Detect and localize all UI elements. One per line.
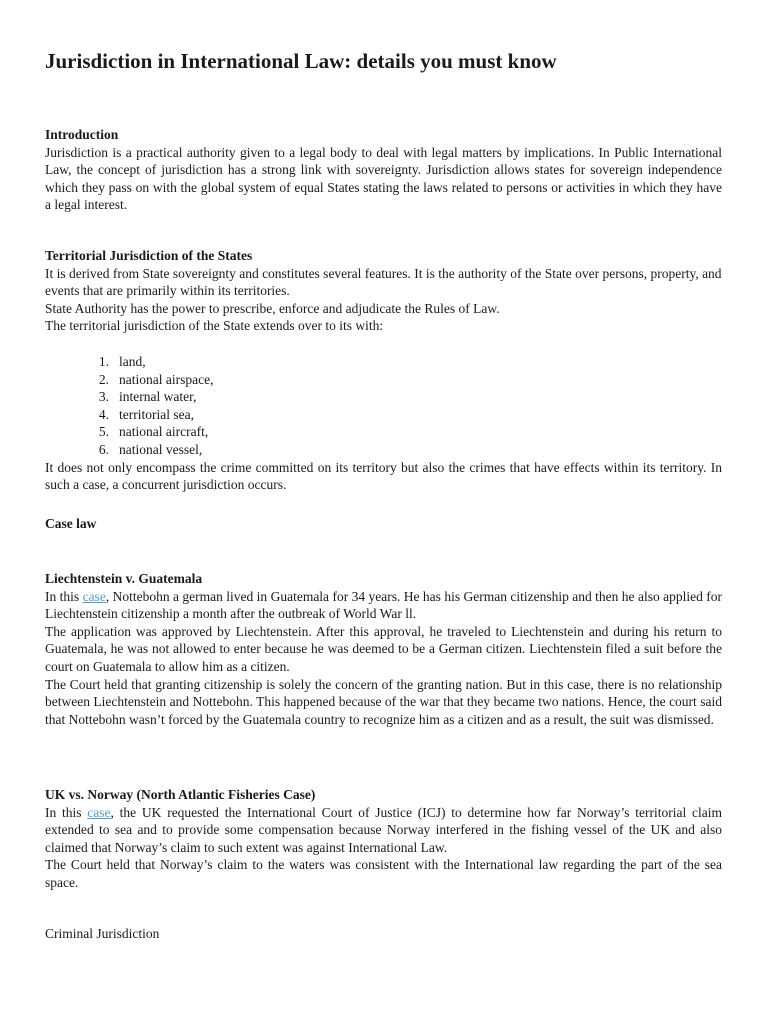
- liechtenstein-heading: Liechtenstein v. Guatemala: [45, 571, 203, 586]
- list-number: 6.: [98, 441, 109, 457]
- territorial-paragraph-4: It does not only encompass the crime committed on its territory but also the crimes that have effects within its territory. In such a case, a concurrent jurisdiction occurs.: [45, 459, 722, 493]
- text-span: , the UK requested the International Court of Justice (ICJ) to determine how far Norway’s territorial claim extended to sea and to provide some compensation because Norway interfered in the fishing vessel of the UK and also claimed that Norway’s claim to such extent was against International Law.: [45, 804, 722, 855]
- list-number: 1.: [98, 353, 109, 369]
- territorial-paragraph-1: It is derived from State sovereignty and constitutes several features. It is the authority of the State over persons, property, and events that are primarily within its territories.: [45, 265, 722, 299]
- list-item-text: land,: [119, 353, 146, 369]
- introduction-section: [45, 126, 722, 214]
- case-law-section: [45, 515, 722, 533]
- criminal-heading: Criminal Jurisdiction: [45, 926, 160, 941]
- page-title: Jurisdiction in International Law: details you must know: [45, 49, 557, 73]
- list-number: 4.: [98, 406, 109, 422]
- list-item-text: territorial sea,: [119, 406, 194, 422]
- list-item-text: national airspace,: [119, 371, 214, 387]
- list-number: 5.: [98, 424, 109, 440]
- territorial-paragraph-3: The territorial jurisdiction of the State extends over to its with:: [45, 318, 384, 334]
- territorial-paragraph-2: State Authority has the power to prescribe, enforce and adjudicate the Rules of Law.: [45, 300, 500, 316]
- liechtenstein-paragraph-3: The Court held that granting citizenship is solely the concern of the granting nation. But in this case, there is no relationship between Liechtenstein and Nottebohn. This happened because of the war that they became two nations. Hence, the court said that Nottebohn wasn’t forced by the Guatemala country to recognize him as a citizen and as a result, the suit was dismissed.: [45, 676, 722, 727]
- list-item-text: national vessel,: [119, 441, 203, 457]
- list-item: [45, 423, 722, 441]
- case-law-heading: Case law: [45, 516, 97, 531]
- introduction-heading: Introduction: [45, 127, 119, 142]
- territory-list: [45, 353, 722, 459]
- list-number: 2.: [98, 371, 109, 387]
- introduction-paragraph: Jurisdiction is a practical authority given to a legal body to deal with legal matters by implications. In Public International Law, the concept of jurisdiction has a strong link with sovereignty. Jurisdiction allows states for sovereign independence which they pass on with the global system of equal States stating the laws related to persons or activities in which they have a legal interest.: [45, 144, 722, 213]
- list-item-text: internal water,: [119, 389, 197, 405]
- case-link[interactable]: case: [87, 804, 111, 820]
- list-item: [45, 371, 722, 389]
- list-item-text: national aircraft,: [119, 424, 209, 440]
- criminal-section: [45, 925, 722, 943]
- territorial-section: [45, 247, 722, 494]
- uk-norway-heading: UK vs. Norway (North Atlantic Fisheries Case): [45, 787, 316, 802]
- uk-norway-paragraph-2: The Court held that Norway’s claim to the waters was consistent with the International law regarding the part of the sea space.: [45, 857, 722, 890]
- text-span: In this: [45, 804, 88, 820]
- liechtenstein-section: [45, 570, 722, 728]
- territorial-heading: Territorial Jurisdiction of the States: [45, 248, 253, 263]
- uk-norway-section: [45, 786, 722, 892]
- text-span: , Nottebohn a german lived in Guatemala for 34 years. He has his German citizenship and then he also applied for Liechtenstein citizenship a month after the outbreak of World War ll.: [45, 588, 722, 622]
- list-number: 3.: [98, 389, 109, 405]
- list-item: [45, 406, 722, 424]
- liechtenstein-paragraph-1: [45, 588, 722, 623]
- liechtenstein-paragraph-2: The application was approved by Liechtenstein. After this approval, he traveled to Liechtenstein and during his return to Guatemala, he was not allowed to enter because he was deemed to be a German citizen. Liechtenstein filed a suit before the court on Guatemala to allow him as a citizen.: [45, 623, 722, 674]
- list-item: [45, 388, 722, 406]
- list-item: [45, 353, 722, 371]
- list-item: [45, 441, 722, 459]
- case-link[interactable]: case: [82, 588, 106, 604]
- uk-norway-paragraph-1: [45, 804, 722, 857]
- text-span: In this: [45, 588, 83, 604]
